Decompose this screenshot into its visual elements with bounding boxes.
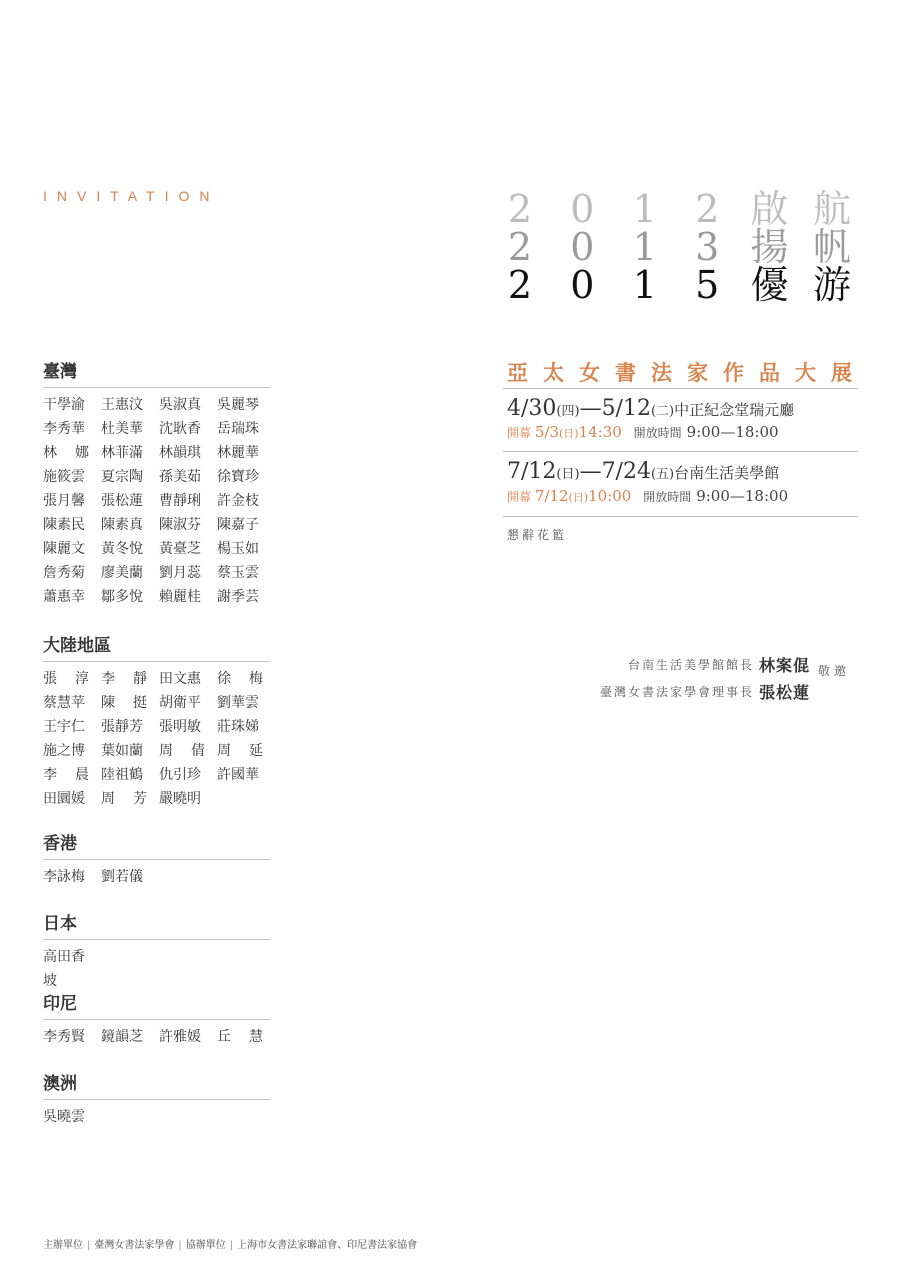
- title-char: 3: [695, 225, 720, 269]
- exhibition-title: [507, 357, 852, 387]
- event-2-details: [507, 487, 788, 505]
- member-name: 張 淳: [43, 671, 89, 687]
- member-name: 徐寶珍: [217, 469, 259, 485]
- title-char: 帆: [812, 225, 851, 269]
- member-name: 林麗華: [217, 445, 259, 461]
- member-name: 蕭惠幸: [43, 589, 85, 605]
- region-australia: [43, 1069, 270, 1129]
- member-name: 黃冬悅: [101, 541, 143, 557]
- event-venue: 中正紀念堂瑞元廳: [674, 401, 795, 419]
- name-grid: [43, 865, 270, 889]
- exhibition-title-char: 太: [543, 361, 564, 385]
- member-name: 徐 梅: [217, 671, 263, 687]
- region-title: 印尼: [43, 989, 270, 1020]
- title-char: 優: [750, 263, 789, 307]
- region-title: 澳洲: [43, 1069, 270, 1100]
- name-grid: [43, 945, 270, 989]
- title-char: 2: [507, 263, 533, 307]
- member-name: 仇引珍: [159, 767, 201, 783]
- member-name: 周 延: [217, 743, 263, 759]
- member-name: 李 靜: [101, 671, 147, 687]
- title-char: 航: [812, 187, 851, 231]
- member-name: 田圜媛: [43, 791, 85, 807]
- co-organizers: 上海市女書法家聯誼會、印尼書法家協會: [237, 1240, 418, 1251]
- host-row: [585, 651, 810, 678]
- event-end-day: (二): [650, 404, 675, 419]
- member-name: 高田香坡: [43, 949, 85, 989]
- host-row: [585, 678, 810, 705]
- member-name: 陳麗文: [43, 541, 85, 557]
- name-grid: [43, 667, 270, 811]
- member-name: 劉月蕊: [159, 565, 201, 581]
- member-name: 王惠汶: [101, 397, 143, 413]
- member-name: 詹秀菊: [43, 565, 85, 581]
- region-title: 日本: [43, 909, 270, 940]
- event-1-dates: [507, 396, 794, 421]
- member-name: 張明敏: [159, 719, 201, 735]
- member-name: 蔡玉雲: [217, 565, 259, 581]
- exhibition-title-char: 品: [759, 361, 780, 385]
- decline-flowers-note: 懇辭花籃: [507, 528, 568, 542]
- member-name: 陳素民: [43, 517, 85, 533]
- member-name: 鏡韻芝: [101, 1029, 143, 1045]
- event-start-day: (四): [556, 404, 580, 419]
- exhibition-title-char: 書: [615, 361, 636, 385]
- title-char: 游: [812, 263, 851, 307]
- hours-label: 開放時間: [633, 426, 682, 440]
- member-name: 蔡慧苹: [43, 695, 85, 711]
- member-name: 施筱雲: [43, 469, 85, 485]
- title-char: 5: [695, 263, 720, 307]
- member-name: 莊珠娣: [217, 719, 259, 735]
- member-name: 丘 慧: [217, 1029, 263, 1045]
- member-name: 吳淑真: [159, 397, 201, 413]
- member-name: 李秀華: [43, 421, 85, 437]
- title-char: 2: [507, 225, 533, 269]
- member-name: 李詠梅: [43, 869, 85, 885]
- name-grid: [43, 1025, 270, 1049]
- host-role: 臺灣女書法家學會理事長: [599, 685, 754, 699]
- member-name: 林韻琪: [159, 445, 201, 461]
- member-name: 曹靜琍: [159, 493, 201, 509]
- opening-label: 開幕: [507, 490, 532, 504]
- member-name: 杜美華: [101, 421, 143, 437]
- event-1-details: [507, 423, 779, 441]
- exhibition-title-char: 女: [579, 361, 600, 385]
- event-venue: 台南生活美學館: [674, 464, 780, 482]
- member-name: 胡衛平: [159, 695, 201, 711]
- member-name: 孫美茹: [159, 469, 201, 485]
- host-name: 林案倱: [758, 656, 810, 675]
- member-name: 葉如蘭: [101, 743, 143, 759]
- member-name: 林菲滿: [101, 445, 143, 461]
- title-row-2015: [500, 263, 852, 307]
- member-name: 劉若儀: [101, 869, 143, 885]
- member-name: 陳嘉子: [217, 517, 259, 533]
- divider: [503, 516, 858, 517]
- member-name: 岳瑞珠: [217, 421, 259, 437]
- member-name: 陸祖鶴: [101, 767, 143, 783]
- title-block: [500, 187, 852, 307]
- opening-hours: 9:00—18:00: [686, 423, 779, 441]
- organizer-label: 主辦單位: [43, 1240, 83, 1251]
- member-name: 沈耿香: [159, 421, 201, 437]
- exhibition-title-char: 法: [651, 361, 672, 385]
- title-char: 2: [507, 187, 533, 231]
- member-name: 張靜芳: [101, 719, 143, 735]
- member-name: 黃臺芝: [159, 541, 201, 557]
- opening-hours: 9:00—18:00: [696, 487, 789, 505]
- region-mainland: [43, 631, 270, 811]
- event-start: 4∕30: [507, 396, 557, 421]
- member-name: 許雅媛: [159, 1029, 201, 1045]
- region-title: 臺灣: [43, 357, 270, 388]
- organizer: 臺灣女書法家學會: [94, 1240, 175, 1251]
- exhibition-title-char: 大: [795, 361, 816, 385]
- hosts: [585, 651, 810, 705]
- event-start: 7∕12: [507, 459, 557, 484]
- member-name: 楊玉如: [217, 541, 259, 557]
- member-name: 周 芳: [101, 791, 147, 807]
- member-name: 廖美蘭: [101, 565, 143, 581]
- member-name: 謝季芸: [217, 589, 259, 605]
- member-name: 陳淑芬: [159, 517, 201, 533]
- divider: [503, 451, 858, 452]
- hours-label: 開放時間: [643, 490, 692, 504]
- name-grid: [43, 1105, 270, 1129]
- member-name: 吳麗琴: [217, 397, 259, 413]
- member-name: 許國華: [217, 767, 259, 783]
- event-start-day: (日): [556, 467, 580, 482]
- member-name: 夏宗陶: [101, 469, 143, 485]
- exhibition-title-char: 作: [723, 361, 744, 385]
- event-end: 7∕24: [601, 459, 651, 484]
- event-2-dates: [507, 459, 779, 484]
- member-name: 張松蓮: [101, 493, 143, 509]
- event-dash: —: [579, 459, 602, 484]
- host-name: 張松蓮: [758, 683, 810, 702]
- member-name: 田文惠: [159, 671, 201, 687]
- title-char: 啟: [750, 187, 789, 231]
- name-grid: [43, 393, 270, 609]
- exhibition-title-char: 亞: [507, 361, 528, 385]
- title-char: 0: [570, 225, 595, 269]
- title-row-2013: [500, 225, 852, 269]
- member-name: 施之博: [43, 743, 85, 759]
- title-row-2012: [500, 187, 852, 231]
- member-name: 許金枝: [217, 493, 259, 509]
- invitation-heading: INVITATION: [43, 188, 220, 204]
- exhibition-title-char: 家: [687, 361, 708, 385]
- title-char: 0: [570, 263, 595, 307]
- title-char: 1: [632, 225, 657, 269]
- exhibition-title-char: 展: [831, 361, 852, 385]
- member-name: 吳曉雲: [43, 1109, 85, 1125]
- region-taiwan: [43, 357, 270, 609]
- co-organizer-label: 協辦單位: [185, 1240, 226, 1251]
- opening-date: 7∕12(日)10:00: [534, 487, 632, 505]
- member-name: 嚴曉明: [159, 791, 201, 807]
- footer: 主辦單位 | 臺灣女書法家學會 | 協辦單位 | 上海市女書法家聯誼會、印尼書法家協會: [43, 1240, 418, 1251]
- member-name: 賴麗桂: [159, 589, 201, 605]
- title-char: 1: [632, 187, 657, 231]
- event-end: 5∕12: [601, 396, 651, 421]
- host-role: 台南生活美學館館長: [627, 658, 754, 672]
- respectfully-invite: 敬邀: [818, 664, 851, 678]
- title-char: 揚: [750, 225, 789, 269]
- member-name: 劉華雲: [217, 695, 259, 711]
- divider: [503, 388, 858, 389]
- event-dash: —: [579, 396, 602, 421]
- member-name: 陳素真: [101, 517, 143, 533]
- member-name: 李秀賢: [43, 1029, 85, 1045]
- member-name: 陳 挺: [101, 695, 147, 711]
- opening-date: 5∕3(日)14:30: [534, 423, 622, 441]
- member-name: 鄒多悅: [101, 589, 143, 605]
- region-indonesia: [43, 989, 270, 1049]
- member-name: 王宇仁: [43, 719, 85, 735]
- title-char: 2: [695, 187, 720, 231]
- title-char: 1: [632, 263, 657, 307]
- member-name: 林 娜: [43, 445, 89, 461]
- member-name: 干學渝: [43, 397, 85, 413]
- region-hongkong: [43, 829, 270, 889]
- member-name: 張月馨: [43, 493, 85, 509]
- member-name: 李 晨: [43, 767, 89, 783]
- title-char: 0: [570, 187, 595, 231]
- event-end-day: (五): [650, 467, 675, 482]
- member-name: 周 倩: [159, 743, 205, 759]
- region-title: 大陸地區: [43, 631, 270, 662]
- region-title: 香港: [43, 829, 270, 860]
- opening-label: 開幕: [507, 426, 532, 440]
- region-japan: [43, 909, 270, 989]
